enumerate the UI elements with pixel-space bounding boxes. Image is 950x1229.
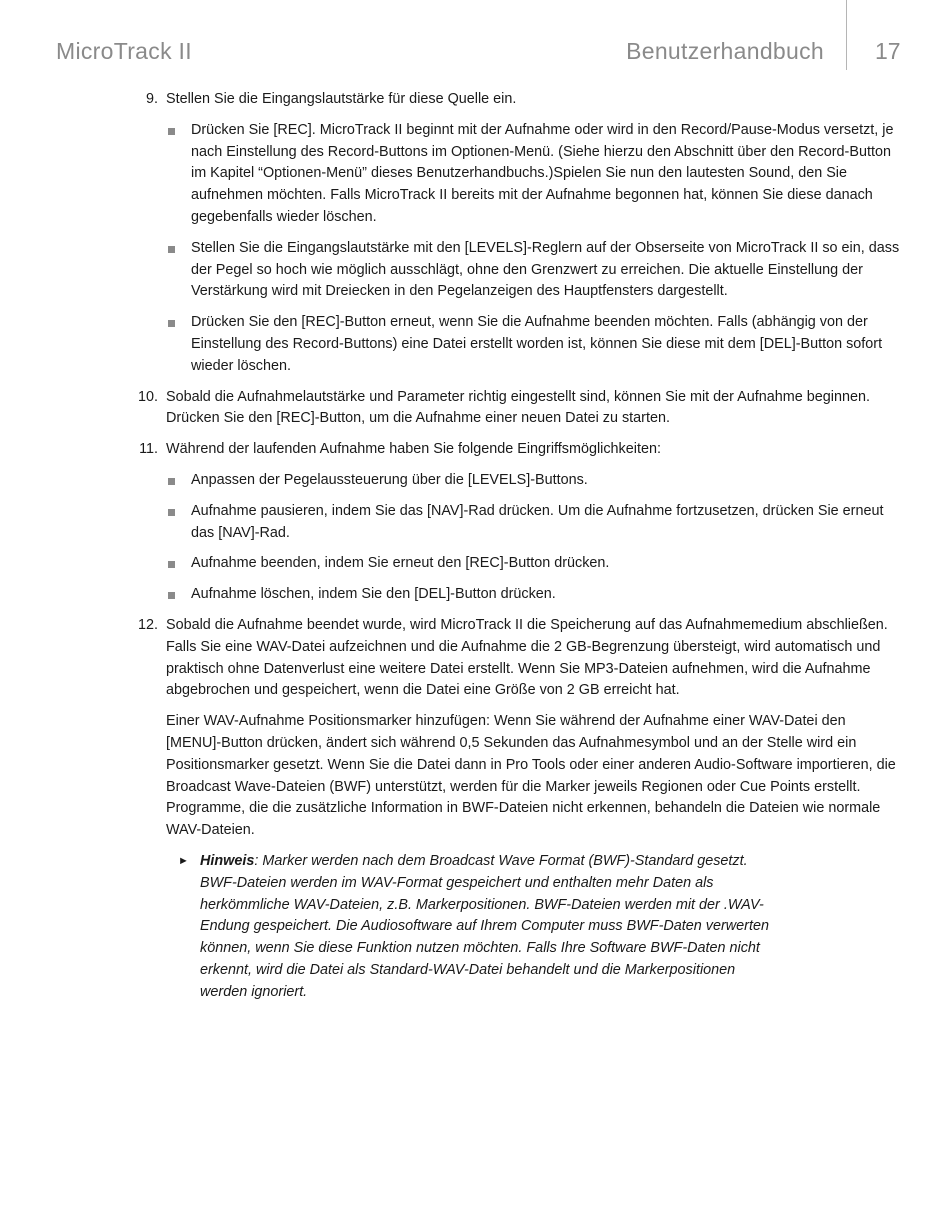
bullet-item: [166, 312, 900, 377]
step-number: 11.: [139, 441, 158, 458]
header-manual-title: Benutzerhandbuch: [626, 38, 824, 64]
step-number: 10.: [137, 388, 158, 405]
note-text: : Marker werden nach dem Broadcast Wave Format (BWF)-Standard gesetzt. BWF-Dateien werden im WAV-Format gespeichert und enthalten mehr Daten als herkömmliche WAV-Dateien, z.B. Markerpositionen. BWF-Dateien werden mit der .WAV-Endung gespeichert. Die Audiosoftware auf Ihrem Computer muss BWF-Daten verwerten können, wenn Sie diese Funktion nutzen möchten. Falls Ihre Software BWF-Daten nicht erkennt, wird die Datei als Standard-WAV-Datei behandelt und die Markerpositionen werden ignoriert.: [200, 852, 769, 1000]
square-bullet-icon: [168, 128, 175, 135]
square-bullet-icon: [168, 592, 175, 599]
square-bullet-icon: [168, 320, 175, 327]
bullet-item: [166, 553, 900, 575]
step-12: [130, 615, 900, 1004]
bullet-item: [166, 584, 900, 606]
page-number: 17: [875, 38, 901, 64]
square-bullet-icon: [168, 561, 175, 568]
bullet-text: Stellen Sie die Eingangslautstärke mit den [LEVELS]-Reglern auf der Obserseite von MicroTrack II so ein, dass der Pegel so hoch wie möglich ausschlägt, ohne den Grenzwert zu erreichen. Die aktuelle Einstellung der Verstärkung wird mit Dreiecken in den Pegelanzeigen des Hauptfensters dargestellt.: [191, 239, 900, 300]
step-10: [130, 387, 900, 431]
bullet-item: [166, 470, 900, 492]
page-body: [130, 89, 900, 1003]
note-box: [166, 851, 775, 1004]
bullet-item: [166, 501, 900, 545]
step-11: [130, 439, 900, 606]
step-text: Sobald die Aufnahme beendet wurde, wird MicroTrack II die Speicherung auf das Aufnahmemedium abschließen. Falls Sie eine WAV-Datei aufzeichnen und die Aufnahme die 2 GB-Begrenzung übersteigt, wird automatisch und praktisch ohne Datenverlust eine weitere Datei erstellt. Wenn Sie MP3-Dateien aufnehmen, wird die Aufnahme abgebrochen und gespeichert, wenn die Datei eine Größe von 2 GB erreicht hat.: [166, 616, 888, 699]
bullet-item: [166, 238, 900, 303]
bullet-text: Anpassen der Pegelaussteuerung über die [LEVELS]-Buttons.: [191, 471, 588, 488]
header-product-name: MicroTrack II: [56, 38, 192, 64]
step-9: [130, 89, 900, 378]
bullet-text: Aufnahme löschen, indem Sie den [DEL]-Button drücken.: [191, 586, 556, 603]
triangle-right-icon: ►: [178, 854, 189, 867]
bullet-text: Aufnahme beenden, indem Sie erneut den [REC]-Button drücken.: [191, 555, 610, 572]
square-bullet-icon: [168, 478, 175, 485]
square-bullet-icon: [168, 509, 175, 516]
square-bullet-icon: [168, 246, 175, 253]
step-number: 12.: [137, 616, 158, 633]
header-divider: [846, 0, 847, 70]
note-label: Hinweis: [200, 852, 255, 869]
bullet-text: Drücken Sie den [REC]-Button erneut, wenn Sie die Aufnahme beenden möchten. Falls (abhängig von der Einstellung des Record-Buttons) eine Datei erstellt worden ist, können Sie diese mit dem [DEL]-Button sofort wieder löschen.: [191, 314, 883, 374]
step-number: 9.: [145, 91, 158, 107]
marker-paragraph: Einer WAV-Aufnahme Positionsmarker hinzufügen: Wenn Sie während der Aufnahme einer WAV-Datei den [MENU]-Button drücken, ändert sich während 0,5 Sekunden das Aufnahmesymbol und an der Stelle wird ein Positionsmarker gesetzt. Wenn Sie die Datei dann in Pro Tools oder einer anderen Audio-Software importieren, die Broadcast Wave-Dateien (BWF) unterstützt, werden für die Marker jeweils Regionen oder Cue Points erstellt. Programme, die die zusätzliche Information in BWF-Dateien nicht erkennen, behandeln die Dateien wie normale WAV-Dateien.: [166, 713, 896, 839]
bullet-text: Aufnahme pausieren, indem Sie das [NAV]-Rad drücken. Um die Aufnahme fortzusetzen, drücken Sie erneut das [NAV]-Rad.: [191, 502, 884, 541]
step-text: Stellen Sie die Eingangslautstärke für diese Quelle ein.: [166, 91, 517, 107]
step-text: Während der laufenden Aufnahme haben Sie folgende Eingriffsmöglichkeiten:: [166, 441, 661, 458]
step-text: Sobald die Aufnahmelautstärke und Parameter richtig eingestellt sind, können Sie mit der Aufnahme beginnen. Drücken Sie den [REC]-Button, um die Aufnahme einer neuen Datei zu starten.: [166, 388, 870, 427]
bullet-text: Drücken Sie [REC]. MicroTrack II beginnt mit der Aufnahme oder wird in den Record/Pause-Modus versetzt, je nach Einstellung des Record-Buttons im Optionen-Menü. (Siehe hierzu den Abschnitt über den Record-Button im Kapitel “Optionen-Menü” dieses Benutzerhandbuchs.)Spielen Sie nun den lautesten Sound, den Sie aufnehmen möchten. Falls MicroTrack II bereits mit der Aufnahme begonnen hat, können Sie diese danach gegebenfalls wieder löschen.: [191, 121, 894, 225]
bullet-item: [166, 120, 900, 229]
